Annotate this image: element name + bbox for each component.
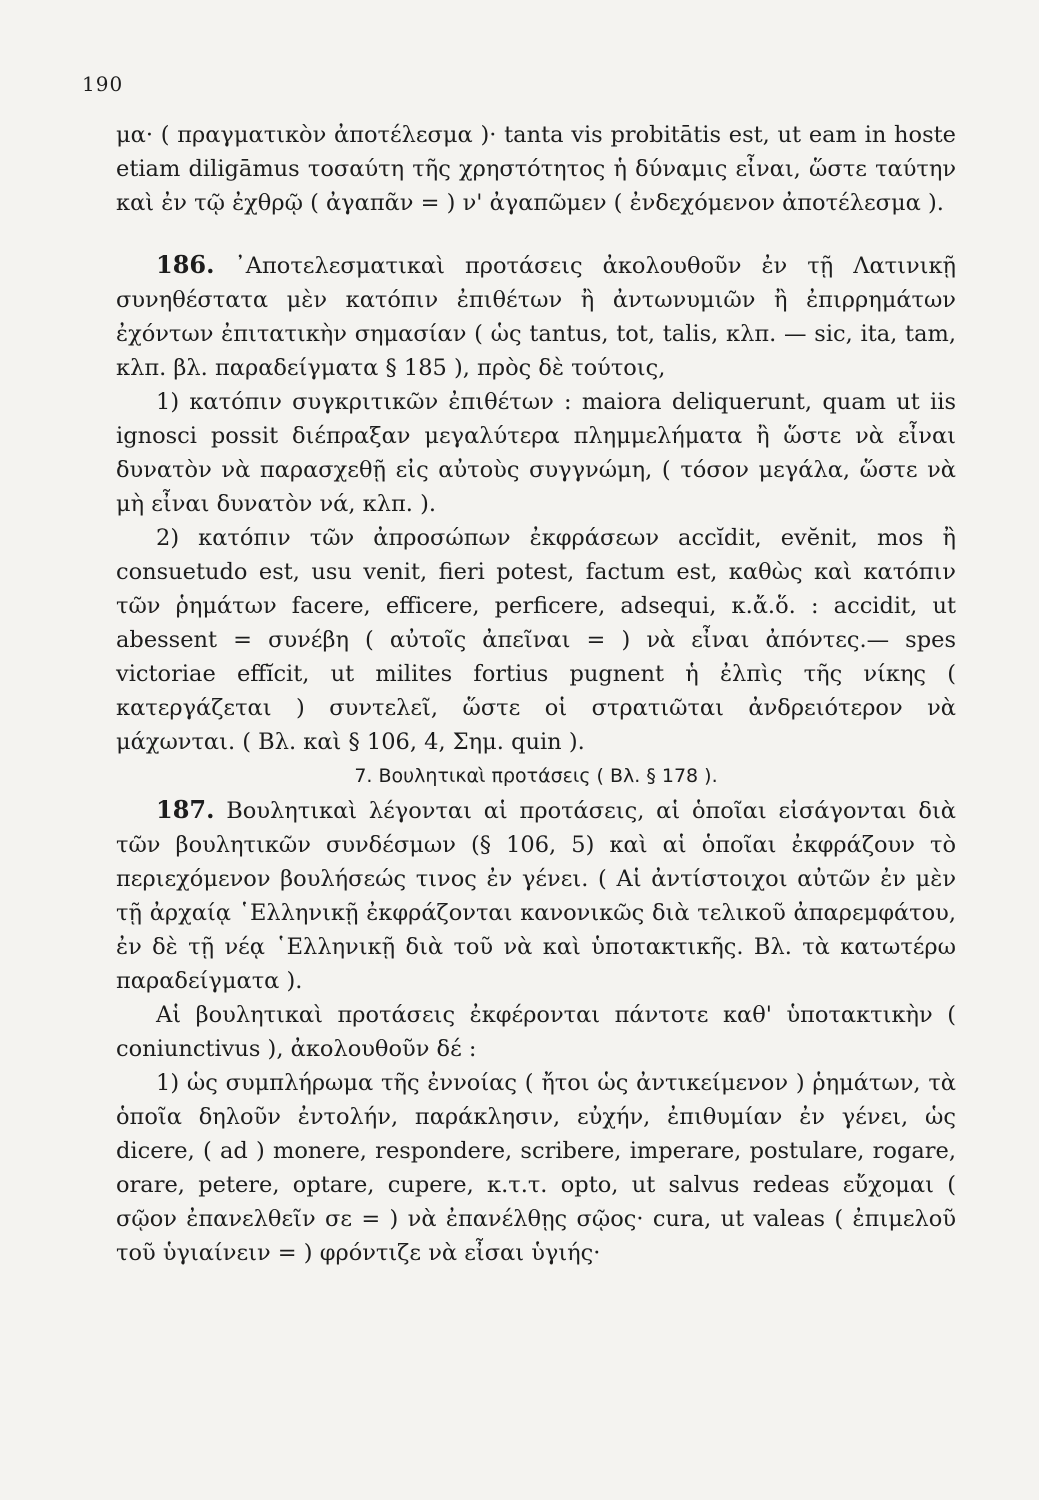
paragraph-continuation: μα· ( πραγματικὸν ἀποτέλεσμα )· tanta vis probitātis est, ut eam in hoste etiam diligāmus τοσαύτη τῆς χρηστότητος ἡ δύναμις εἶναι, ὥστε ταύτην καὶ ἐν τῷ ἐχθρῷ ( ἀγαπᾶν = ) ν' ἀγαπῶμεν ( ἐνδεχόμενον ἀποτέλεσμα ). <box>116 122 956 216</box>
paragraph-187-b: Αἱ βουλητικαὶ προτάσεις ἐκφέρονται πάντοτε καθ' ὑποτακτικὴν ( coniunctivus ), ἀκολουθοῦν δέ : <box>116 1002 956 1062</box>
paragraph-187-item-1: 1) ὡς συμπλήρωμα τῆς ἐννοίας ( ἤτοι ὡς ἀντικείμενον ) ῥημάτων, τὰ ὁποῖα δηλοῦν ἐντολήν, παράκλησιν, εὐχήν, ἐπιθυμίαν ἐν γένει, ὡς dicere, ( ad ) monere, respondere, scribere, imperare, postulare, rogare, orare, petere, optare, cupere, κ.τ.τ. opto, ut salvus redeas εὔχομαι ( σῷον ἐπανελθεῖν σε = ) νὰ ἐπανέλθῃς σῷος· cura, ut valeas ( ἐπιμελοῦ τοῦ ὑγιαίνειν = ) φρόντιζε νὰ εἶσαι ὑγιής· <box>116 1070 956 1266</box>
paragraph-186-item-2: 2) κατόπιν τῶν ἀπροσώπων ἐκφράσεων accĭdit, evĕnit, mos ἢ consuetudo est, usu venit, fieri potest, factum est, καθὼς καὶ κατόπιν τῶν ῥημάτων facere, efficere, perficere, adsequi, κ.ἄ.ὅ. : accidit, ut abessent = συνέβη ( αὐτοῖς ἀπεῖναι = ) νὰ εἶναι ἀπόντες.— spes victoriae effĭcit, ut milites fortius pugnent ἡ ἐλπὶς τῆς νίκης ( κατεργάζεται ) συντελεῖ, ὥστε οἱ στρατιῶται ἀνδρειότερον νὰ μάχωνται. ( Βλ. καὶ § 106, 4, Σημ. quin ). <box>116 525 956 755</box>
paragraph-186-item-1: 1) κατόπιν συγκριτικῶν ἐπιθέτων : maiora deliquerunt, quam ut iis ignosci possit διέπραξαν μεγαλύτερα πλημμελήματα ἢ ὥστε νὰ εἶναι δυνατὸν νὰ παρασχεθῇ εἰς αὐτοὺς συγγνώμη, ( τόσον μεγάλα, ὥστε νὰ μὴ εἶναι δυνατὸν νά, κλπ. ). <box>116 389 956 517</box>
paragraph-186-text: ᾿Αποτελεσματικαὶ προτάσεις ἀκολουθοῦν ἐν τῇ Λατινικῇ συνηθέστατα μὲν κατόπιν ἐπιθέτων ἢ ἀντωνυμιῶν ἢ ἐπιρρημάτων ἐχόντων ἐπιτατικὴν σημασίαν ( ὡς tantus, tot, talis, κλπ. — sic, ita, tam, κλπ. βλ. παραδείγματα § 185 ), πρὸς δὲ τούτοις, <box>116 253 956 381</box>
section-number-186: 186. <box>156 250 215 279</box>
page-number: 190 <box>82 72 124 96</box>
section-number-187: 187. <box>156 795 215 824</box>
section-heading-7: 7. Βουλητικαὶ προτάσεις ( Βλ. § 178 ). <box>354 765 718 787</box>
body-text <box>116 118 956 1270</box>
paragraph-187-text: Βουλητικαὶ λέγονται αἱ προτάσεις, αἱ ὁποῖαι εἰσάγονται διὰ τῶν βουλητικῶν συνδέσμων (§ 106, 5) καὶ αἱ ὁποῖαι ἐκφράζουν τὸ περιεχόμενον βουλήσεώς τινος ἐν γένει. ( Αἱ ἀντίστοιχοι αὐτῶν ἐν μὲν τῇ ἀρχαίᾳ ῾Ελληνικῇ ἐκφράζονται κανονικῶς διὰ τελικοῦ ἀπαρεμφάτου, ἐν δὲ τῇ νέᾳ ῾Ελληνικῇ διὰ τοῦ νὰ καὶ ὑποτακτικῆς. Βλ. τὰ κατωτέρω παραδείγματα ). <box>116 798 956 994</box>
paragraph-186 <box>116 248 956 385</box>
paragraph-187 <box>116 793 956 998</box>
